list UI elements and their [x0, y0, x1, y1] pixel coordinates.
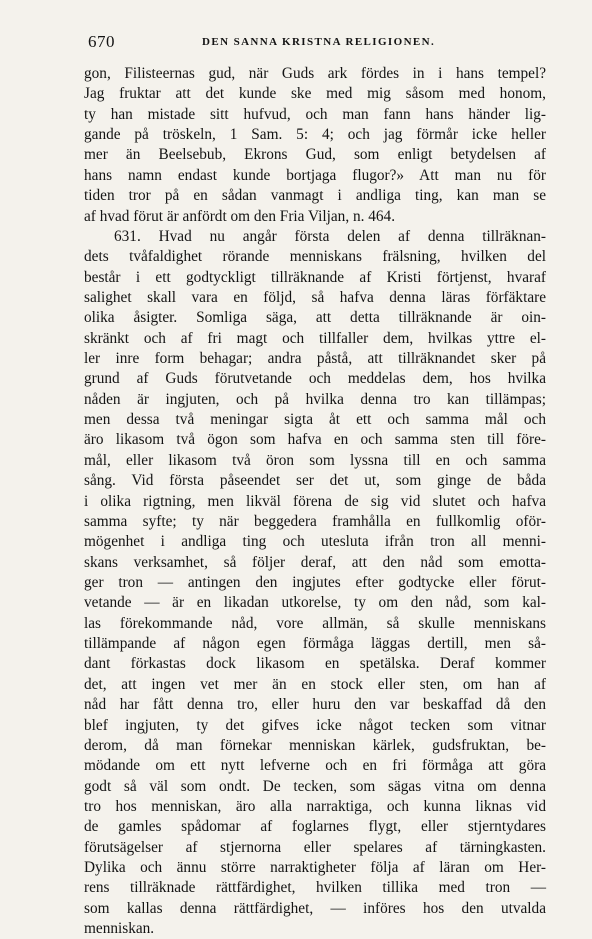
text-line: mer än Beelsebub, Ekrons Gud, som enligt betydelsen af	[84, 146, 546, 164]
text-line: sång. Vid första påseendet ser det ut, som ginge de båda	[84, 472, 546, 490]
paragraph-start-line: 631. Hvad nu angår första delen af denna tillräknan-	[114, 227, 546, 245]
text-line: äro likasom två ögon som hafva en och samma sten till före-	[84, 431, 546, 449]
text-line: ger tron — antingen den ingjutes efter godtycke eller förut-	[84, 573, 546, 591]
running-title: DEN SANNA KRISTNA RELIGIONEN.	[202, 36, 436, 48]
page-header	[84, 32, 544, 54]
text-line: förutsägelser af stjernorna eller spelares af tärningkasten.	[84, 838, 546, 856]
text-line: olika åsigter. Somliga säga, att detta tillräknande är oin-	[84, 309, 546, 327]
text-line: gon, Filisteernas gud, när Guds ark fördes in i hans tempel?	[84, 65, 546, 82]
text-line: tro hos menniskan, äro alla narraktiga, och kunna liknas vid	[84, 797, 546, 815]
text-line: det, att ingen vet mer än en stock eller sten, om han af	[84, 675, 546, 693]
text-line: vetande — är en likadan utkorelse, ty om den nåd, som kal-	[84, 594, 546, 612]
text-line: som kallas denna rättfärdighet, — införes hos den utvalda	[84, 899, 546, 917]
text-line: dets tvåfaldighet rörande menniskans frälsning, hvilken del	[84, 248, 546, 266]
text-line: godt så väl som ondt. De tecken, som sägas vitna om denna	[84, 777, 546, 795]
text-line: menniskan.	[84, 920, 155, 938]
text-line: af hvad förut är anfördt om den Fria Viljan, n. 464.	[84, 207, 396, 225]
body-text	[84, 64, 546, 939]
text-line: skans verksamhet, så följer deraf, att den nåd som emotta-	[84, 553, 546, 571]
text-line: nåden är ingjuten, och på hvilka denna tro kan tillämpas;	[84, 390, 546, 408]
text-line: grund af Guds förutvetande och meddelas dem, hos hvilka	[84, 370, 546, 388]
text-line: ler inre form behagar; andra påstå, att tillräknandet sker på	[84, 350, 546, 368]
text-line: samma syfte; ty när beggedera framhålla en fullkomlig oför-	[84, 512, 546, 530]
text-line: ty han mistade sitt hufvud, och man fann hans händer lig-	[84, 105, 546, 123]
text-line: blef ingjuten, ty det gifves icke något tecken som vitnar	[84, 716, 546, 734]
text-line: mögenhet i andliga ting och utesluta ifrån tron all menni-	[84, 533, 546, 551]
text-line: tillämpande af någon egen förmåga läggas dertill, men så-	[84, 635, 546, 653]
text-line: de gamles spådomar af foglarnes flygt, eller stjerntydares	[84, 818, 546, 836]
text-line: gande på tröskeln, 1 Sam. 5: 4; och jag förmår icke heller	[84, 126, 546, 144]
text-line: dant förkastas dock likasom en spetälska. Deraf kommer	[84, 655, 546, 673]
text-line: derom, då man förnekar menniskan kärlek, gudsfruktan, be-	[84, 736, 546, 754]
text-line: hans namn endast kunde bortjaga flugor?» Att man nu för	[84, 166, 546, 184]
text-line: nåd har fått denna tro, eller huru den var beskaffad då den	[84, 696, 546, 714]
text-line: mödande om ett nytt lefverne och en fri förmåga att göra	[84, 757, 546, 775]
text-line: i olika rigtning, men likväl förena de sig vid slutet och hafva	[84, 492, 546, 510]
text-line: mål, eller likasom två öron som lyssna till en och samma	[84, 451, 546, 469]
text-line: Jag fruktar att det kunde ske med mig såsom med honom,	[84, 85, 546, 103]
text-line: Dylika och ännu större narraktigheter följa af läran om Her-	[84, 859, 546, 877]
text-line: las förekommande nåd, vore allmän, så skulle menniskans	[84, 614, 546, 632]
text-line: skränkt och af fri magt och tillfaller dem, hvilkas yttre el-	[84, 329, 546, 347]
text-line: salighet skall vara en följd, så hafva denna läras förfäktare	[84, 288, 546, 306]
text-line: tiden tror på en sådan vanmagt i andliga ting, kan man se	[84, 187, 546, 205]
text-line: rens tillräknade rättfärdighet, hvilken tillika med tron —	[84, 879, 546, 897]
page-number: 670	[88, 32, 115, 51]
text-line: men dessa två meningar sigta åt ett och samma mål och	[84, 411, 546, 429]
text-line: består i ett godtyckligt tillräknande af Kristi förtjenst, hvaraf	[84, 268, 546, 286]
